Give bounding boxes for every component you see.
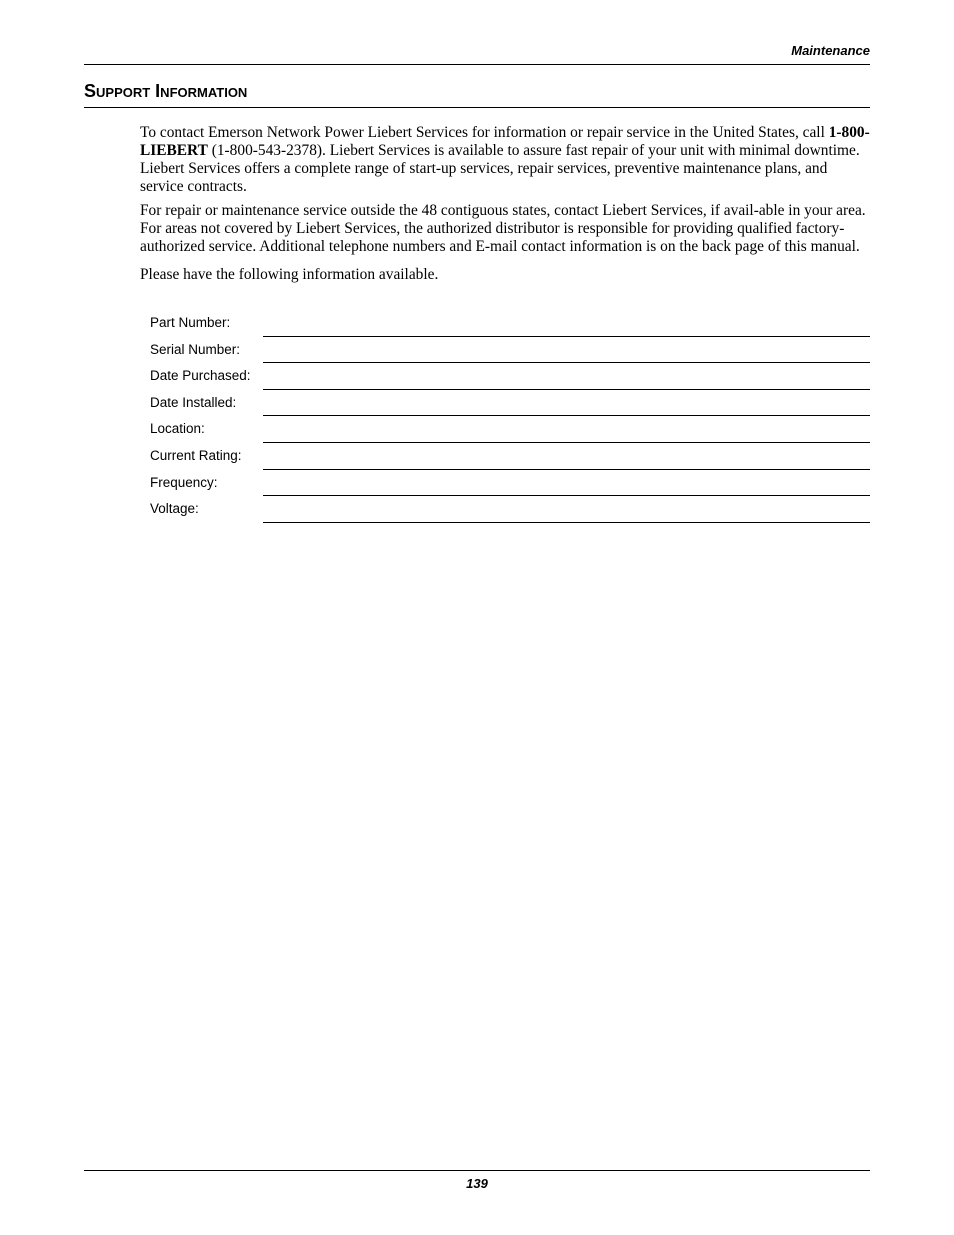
form-label: Voltage: xyxy=(150,501,199,517)
form-label: Location: xyxy=(150,421,205,437)
form-row-part-number xyxy=(140,310,870,337)
info-form xyxy=(140,310,870,523)
form-label: Current Rating: xyxy=(150,447,242,463)
form-row-frequency xyxy=(140,470,870,497)
form-row-date-installed xyxy=(140,390,870,417)
form-row-location xyxy=(140,416,870,443)
paragraph-contact-rest: (1-800-543-2378). Liebert Services is available to assure fast repair of your unit with minimal downtime. Liebert Services offers a complete range of start-up services, repair services, preventive maintenance plans, and service contracts. xyxy=(140,142,860,195)
running-header: Maintenance xyxy=(84,42,870,65)
paragraph-outside-service: For repair or maintenance service outside the 48 contiguous states, contact Liebert Services, if avail-able in your area. For areas not covered by Liebert Services, the authorized distributor is responsible for providing qualified factory-authorized service. Additional telephone numbers and E-mail contact information is on the back page of this manual. xyxy=(140,202,866,255)
footer-rule xyxy=(84,1170,870,1171)
section-title: Support Information xyxy=(84,78,870,108)
form-row-voltage xyxy=(140,496,870,523)
page-number: 139 xyxy=(466,1176,488,1191)
phone-number-bold: 1-800-LIEBERT xyxy=(140,124,870,159)
paragraph-contact xyxy=(140,124,870,196)
form-row-date-purchased xyxy=(140,363,870,390)
form-label: Serial Number: xyxy=(150,341,241,357)
paragraph-contact-intro: To contact Emerson Network Power Liebert Services for information or repair service in the United States, call xyxy=(140,124,829,141)
form-row-serial-number xyxy=(140,337,870,364)
form-label: Part Number: xyxy=(150,315,231,330)
form-label: Date Purchased: xyxy=(150,368,251,384)
body-text xyxy=(140,124,870,290)
form-blank-line xyxy=(263,522,870,523)
form-row-current-rating xyxy=(140,443,870,470)
form-label: Date Installed: xyxy=(150,394,237,410)
form-label: Frequency: xyxy=(150,474,218,490)
paragraph-info-available: Please have the following information available. xyxy=(140,266,439,283)
